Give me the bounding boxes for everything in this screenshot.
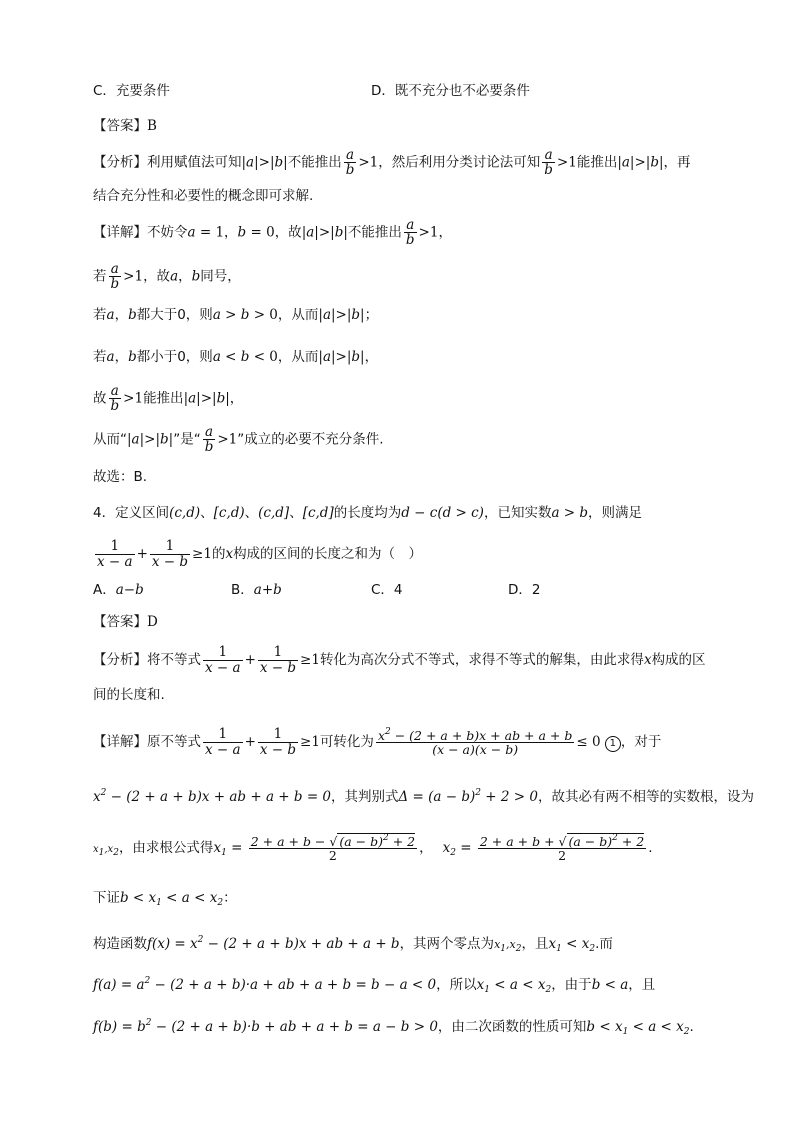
math-expr: $\Delta = (a - b)^2 + 2 > 0$ [398, 788, 538, 805]
math-expr: a [170, 268, 179, 285]
math-expr: $b < x_1 < a < x_2$ [586, 1019, 690, 1037]
fraction: $\frac{a}{b}$ [544, 147, 553, 179]
option-a-value: a−b [115, 582, 144, 598]
case-text: 若 [93, 349, 107, 365]
therefore-text: 从而“ [93, 431, 127, 448]
fraction: $\frac{a}{b}$ [110, 261, 120, 293]
detail-text: ，所以 [436, 977, 477, 993]
fraction: $\frac{a}{b}$ [345, 147, 355, 179]
analysis-text: 能推出 [576, 154, 618, 171]
math-expr: (c,d] [258, 505, 290, 521]
q4-fb: $f(b) = b^2 - (2 + a + b)\cdot b$ + ab + a + b = a − b > 0，由二次函数的性质可知$b < x_1 < a < x_2$. [93, 1018, 694, 1037]
option-b-label: B． [231, 582, 254, 598]
q4-stem-text: 的 [211, 546, 226, 562]
math-expr: 0 [269, 307, 278, 323]
math-expr: [c,d] [302, 505, 334, 521]
math-expr: b [128, 307, 137, 323]
option-c: C．充要条件 [93, 83, 170, 99]
q3-detail: 【详解】不妨令a = 1，b = 0，故|a|>|b|不能推出 $\frac{a}{b}$ >1， [93, 217, 452, 249]
math-expr: $x_1 < x_2$ [548, 936, 596, 954]
math-expr: a [106, 349, 115, 365]
detail-text: ，由求根公式得 [118, 840, 214, 856]
q4-stem-line2: $\frac{1}{x - a}$ + $\frac{1}{x - b}$ ≥1的x构成的区间的长度之和为（ ） [97, 538, 423, 570]
math-expr: |a|>|b| [127, 431, 174, 448]
detail-text: ，其判别式 [331, 789, 399, 805]
answer-tag: 【答案】 [93, 118, 147, 134]
circled-one: 1 [605, 736, 621, 752]
option-d: D．既不充分也不必要条件 [371, 83, 530, 99]
q4-stem-text: 的长度均为 [333, 505, 402, 521]
q3-analysis [93, 148, 734, 177]
fraction: $\frac{1}{x - b}$ [151, 538, 189, 570]
answer-value: B [147, 118, 157, 134]
case-2: 若a，b都大于0，则a > b > 0，从而|a|>|b|； [93, 307, 379, 323]
math-expr: $x_1,x_2$ [93, 844, 119, 858]
q4-stem-text: ，已知实数 [483, 505, 552, 521]
math-expr: ≤ 0 [576, 734, 605, 750]
fraction: $\frac{2 + a + b - √ (a - b)^2 + 2}{2}$ [250, 832, 416, 863]
math-expr: >1 [418, 224, 439, 241]
math-expr: a < b < [212, 349, 270, 365]
math-expr: |a|>|b| [301, 224, 348, 241]
analysis-text: 将不等式 [147, 652, 201, 668]
conclusion-text: 能推出 [143, 390, 184, 407]
q3-answer [93, 116, 734, 136]
math-expr: >1 [358, 154, 379, 171]
case-text: ，故 [143, 268, 171, 285]
therefore-text: ”是“ [173, 431, 201, 448]
case-text: ，从而 [277, 307, 319, 323]
detail-text: ，且 [628, 977, 656, 993]
case-text: 都小于0，则 [136, 349, 213, 365]
math-expr: [c,d) [213, 505, 245, 521]
therefore [93, 425, 734, 454]
q4-options-row [93, 580, 734, 600]
math-expr: b [191, 268, 201, 285]
math-expr: $x_2$ = [442, 840, 476, 858]
option-d: D．2 [508, 582, 541, 598]
math-expr: 0 [269, 349, 278, 365]
conclusion-text: 故 [93, 390, 107, 407]
math-expr: x [643, 652, 652, 668]
math-expr: |a|>|b| [241, 154, 288, 171]
q4-stem-text: ，则满足 [588, 505, 643, 521]
detail-text: 不能推出 [347, 224, 402, 241]
q3-options-row [93, 81, 734, 101]
analysis-text: 不能推出 [287, 154, 342, 171]
math-expr: a [106, 307, 115, 323]
math-expr: a > b [551, 505, 589, 521]
q4-prove: 下证$b < x_1 < a < x_2$： [93, 890, 237, 908]
math-expr: a > b > [212, 307, 270, 323]
fraction: $\frac{1}{x - a}$ [97, 538, 133, 570]
option-b [231, 580, 282, 600]
q4-roots: $x_1,x_2$，由求根公式得$x_1$ = $\frac{2 + a + b - √ (a - b)^2 + 2}{2}$ ， $x_2$ = $\frac{2 + a + b + √ (a - b)^2 + 2}{2}$ . [93, 832, 653, 863]
detail-text: ，故其必有两不相等的实数根，设为 [537, 789, 754, 805]
analysis-text: ，再 [663, 154, 691, 171]
fraction: $\frac{2 + a + b + √ (a - b)^2 + 2}{2}$ [479, 832, 645, 863]
math-expr: >1 [123, 268, 144, 285]
therefore-text: ”成立的必要不充分条件. [237, 431, 384, 448]
answer-tag: 【答案】 [93, 614, 147, 630]
math-expr: >1 [123, 390, 144, 407]
detail-text: ，故 [274, 224, 302, 241]
analysis-tag: 【分析】 [93, 652, 147, 668]
case-text: 若 [93, 268, 107, 285]
case-text: 都大于0，则 [136, 307, 213, 323]
math-expr: $f(b) = b^2 - (2 + a + b)\cdot b$ + ab + a + b = a − b > 0 [93, 1018, 438, 1035]
math-expr: (c,d) [169, 505, 201, 521]
math-expr: $b < x_1 < a < x_2$ [120, 890, 224, 908]
detail-text: .而 [595, 936, 613, 952]
analysis-text: 利用赋值法可知 [147, 154, 242, 171]
detail-text: 不妨令 [147, 224, 188, 241]
detail-tag: 【详解】 [93, 734, 147, 750]
fraction: $\frac{1}{x - a}$ [205, 644, 241, 676]
math-expr: = 1 [195, 224, 225, 241]
answer-value: D [147, 614, 158, 630]
math-expr: ≥1 [300, 734, 320, 750]
detail-text: 下证 [93, 890, 120, 906]
math-expr: ≥1 [300, 652, 320, 668]
q4-stem-text: 、 [244, 505, 259, 521]
case-text: 同号， [200, 268, 241, 285]
math-expr: $f(a) = a^2 - (2 + a + b)\cdot a$ + ab + a + b = b − a < 0 [93, 976, 437, 993]
detail-text: ，且 [521, 936, 549, 952]
math-expr: x [225, 546, 234, 562]
detail-text: ，由二次函数的性质可知 [437, 1019, 587, 1035]
q4-fa [93, 971, 734, 1000]
q4-stem [93, 503, 734, 523]
fraction: $\frac{1}{x - a}$ [205, 726, 241, 758]
detail-text: 原不等式 [147, 734, 201, 750]
math-expr: b < a [591, 977, 629, 993]
fraction: $\frac{a}{b}$ [110, 383, 120, 415]
detail-text: 可转化为 [319, 734, 374, 750]
math-expr: $x_1$ = [213, 840, 247, 858]
detail-text: 构造函数 [93, 936, 147, 952]
math-expr: $f(x) = x^2 - (2 + a + b)x$ + ab + a + b [147, 935, 400, 952]
q4-answer [93, 612, 734, 632]
fraction: $\frac{1}{x - b}$ [259, 726, 297, 758]
detail-text: ，由于 [551, 977, 592, 993]
analysis-text: ，然后利用分类讨论法可知 [378, 154, 541, 171]
math-expr: d − c(d > c) [401, 505, 484, 521]
math-expr: $x_1,x_2$ [494, 938, 522, 954]
math-expr: a [187, 224, 196, 241]
fraction: $\frac{a}{b}$ [204, 424, 214, 456]
math-expr: = 0 [246, 224, 275, 241]
analysis-text: 构成的区 [651, 652, 706, 668]
case-3: 若a，b都小于0，则a < b < 0，从而|a|>|b|， [93, 349, 379, 365]
q4-stem-text: 构成的区间的长度之和为（ ） [233, 546, 423, 562]
math-expr: >1 [556, 154, 577, 171]
fraction: $\frac{a}{b}$ [405, 217, 415, 249]
math-expr: |a|>|b| [318, 307, 365, 323]
q4-discriminant [93, 783, 754, 807]
q3-choice: 故选：B. [93, 469, 148, 485]
math-expr: $x^2 - (2 + a + b)x$ + ab + a + b = 0 [93, 788, 332, 805]
conclusion: 故 $\frac{a}{b}$ >1能推出|a|>|b|， [93, 383, 244, 415]
option-a [93, 582, 144, 598]
option-b-value: a+b [253, 582, 282, 598]
q4-construct [93, 930, 734, 959]
q4-stem-text: 、 [200, 505, 214, 521]
case-text: ，从而 [277, 349, 319, 365]
detail-tag: 【详解】 [93, 224, 147, 241]
q4-stem-text: 4．定义区间 [93, 505, 170, 521]
q3-analysis-line2: 结合充分性和必要性的概念即可求解. [93, 188, 314, 204]
fraction: $\frac{1}{x - b}$ [259, 644, 297, 676]
option-c: C．4 [371, 582, 403, 598]
case-text: 若 [93, 307, 107, 323]
option-a-label: A． [93, 582, 116, 598]
case-1: 若 $\frac{a}{b}$ >1，故a，b同号， [93, 261, 241, 293]
math-expr: >1 [217, 431, 238, 448]
analysis-tag: 【分析】 [93, 154, 147, 171]
q4-detail: 【详解】原不等式 $\frac{1}{x - a}$ + $\frac{1}{x - b}$ ≥1可转化为 $\frac{x^2 - (2 + a + b)x + ab + a + b}{(x - a)(x - b)}$ ≤ 0 1 ，对于 [93, 726, 662, 758]
math-expr: |a|>|b| [617, 154, 664, 171]
math-expr: b [237, 224, 247, 241]
math-expr: $x_1 < a < x_2$ [476, 977, 552, 995]
fraction: $\frac{x^2 - (2 + a + b)x + ab + a + b}{(x - a)(x - b)}$ [377, 726, 573, 757]
math-expr: |a|>|b| [318, 349, 365, 365]
math-expr: |a|>|b| [183, 390, 230, 407]
q4-analysis-line2: 间的长度和. [93, 687, 165, 703]
analysis-text: 转化为高次分式不等式，求得不等式的解集，由此求得 [319, 652, 644, 668]
detail-text: ，其两个零点为 [399, 936, 495, 952]
q4-stem-text: 、 [289, 505, 303, 521]
q4-analysis: 【分析】将不等式 $\frac{1}{x - a}$ + $\frac{1}{x - b}$ ≥1转化为高次分式不等式，求得不等式的解集，由此求得x构成的区 [93, 644, 706, 676]
math-expr: b [128, 349, 137, 365]
math-expr: ≥1 [192, 546, 212, 562]
detail-text: ，对于 [620, 734, 662, 750]
